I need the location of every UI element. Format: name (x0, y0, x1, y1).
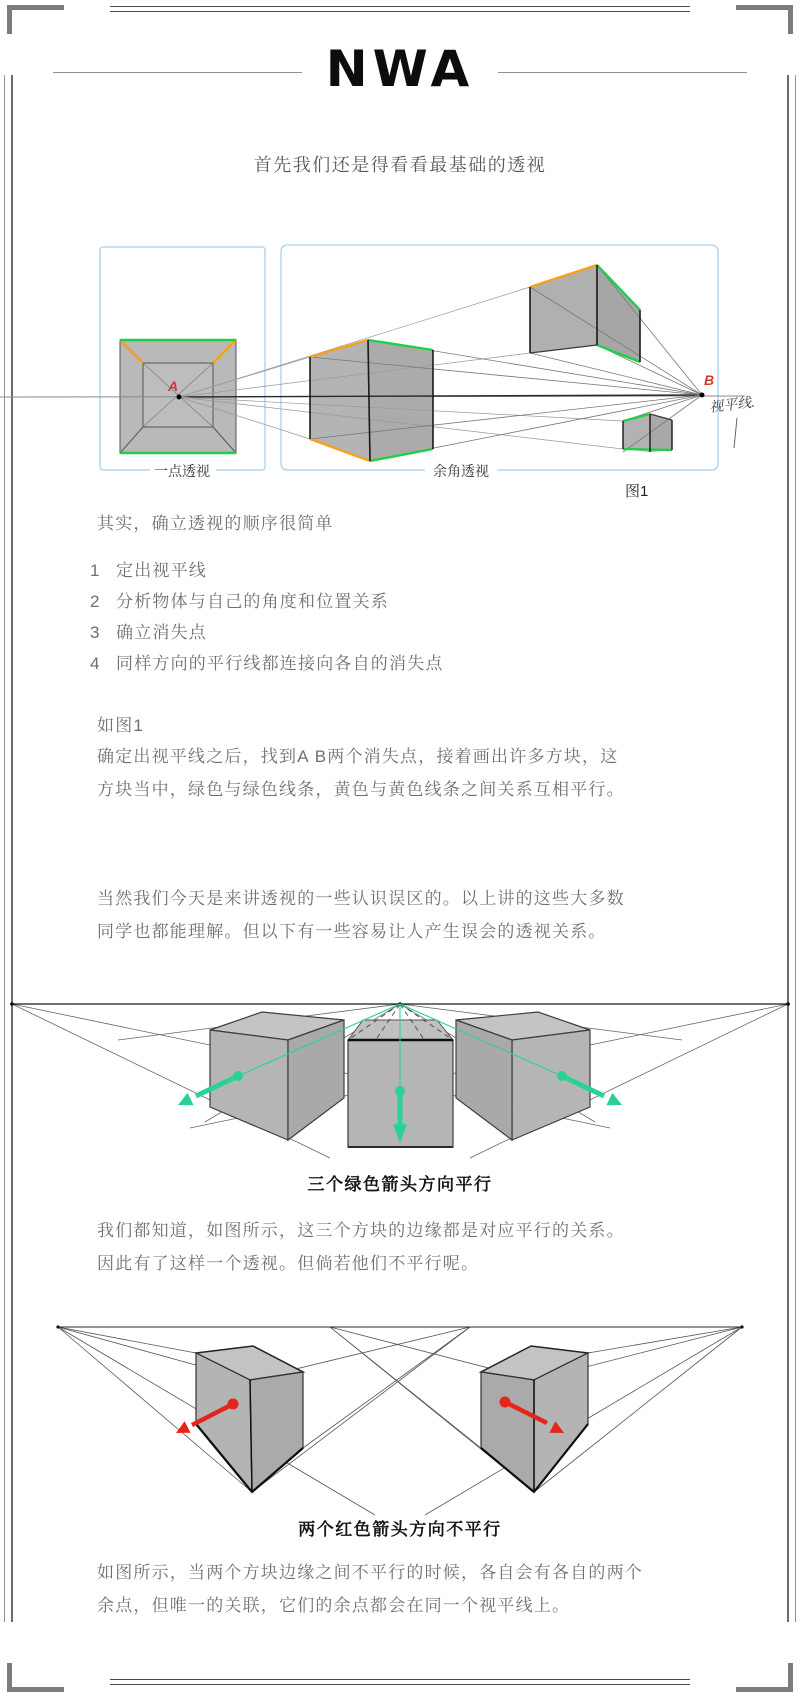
corner-bracket-top-right-v (788, 5, 793, 34)
paragraph-intro: 其实，确立透视的顺序很简单 (97, 514, 334, 533)
corner-bracket-bottom-left-v (7, 1663, 12, 1692)
page-title: 首先我们还是得看看最基础的透视 (253, 155, 547, 175)
step-4-text: 同样方向的平行线都连接向各自的消失点 (116, 654, 444, 673)
figure1-mid-cube (310, 340, 433, 461)
figure1-perspective-basics (0, 230, 800, 505)
step-1-number: 1 (90, 561, 100, 580)
paragraph-6: 因此有了这样一个透视。但倘若他们不平行呢。 (97, 1254, 480, 1273)
step-2-number: 2 (90, 592, 100, 611)
step-1 (90, 556, 207, 581)
paragraph-8: 余点，但唯一的关联，它们的余点都会在同一个视平线上。 (97, 1596, 571, 1615)
figure3-nonparallel-cubes (0, 1290, 800, 1535)
green-arrowhead-left (178, 1093, 194, 1106)
figure3-caption: 两个红色箭头方向不平行 (298, 1520, 502, 1539)
figure2-parallel-cubes (0, 990, 800, 1160)
step-3 (90, 618, 207, 643)
figure2-caption: 三个绿色箭头方向平行 (307, 1175, 493, 1194)
corner-bracket-bottom-right-v (788, 1663, 793, 1692)
paragraph-7: 如图所示，当两个方块边缘之间不平行的时候，各自会有各自的两个 (97, 1563, 643, 1582)
paragraph-4: 同学也都能理解。但以下有一些容易让人产生误会的透视关系。 (97, 922, 607, 941)
corner-bracket-top-left-v (7, 5, 12, 34)
figure1-upper-cube (530, 265, 640, 362)
corner-bracket-bottom-right (736, 1687, 793, 1692)
frame-top-line-2 (110, 11, 690, 12)
red-arrowhead-left (176, 1421, 191, 1433)
step-4 (90, 649, 444, 674)
step-3-text: 确立消失点 (116, 623, 207, 642)
paragraph-5: 我们都知道，如图所示，这三个方块的边缘都是对应平行的关系。 (97, 1221, 625, 1240)
paragraph-1: 确定出视平线之后，找到A B两个消失点，接着画出许多方块，这 (97, 747, 619, 766)
corner-bracket-bottom-left (7, 1687, 64, 1692)
label-one-point: 一点透视 (154, 463, 210, 479)
corner-bracket-top-left (7, 5, 64, 10)
point-a-label: A (168, 378, 179, 394)
figure2-left-cube (210, 1012, 344, 1140)
svg-text:视平线.: 视平线. (708, 393, 756, 415)
step-2 (90, 587, 389, 612)
label-two-point: 余角透视 (433, 463, 489, 479)
point-b-label: B (704, 372, 715, 388)
step-2-text: 分析物体与自己的角度和位置关系 (116, 592, 389, 611)
step-1-text: 定出视平线 (116, 561, 207, 580)
figure3-construction-lines (58, 1327, 742, 1515)
step-4-number: 4 (90, 654, 100, 673)
brand-logo: NWA (325, 40, 475, 98)
step-3-number: 3 (90, 623, 100, 642)
paragraph-2: 方块当中，绿色与绿色线条，黄色与黄色线条之间关系互相平行。 (97, 780, 625, 799)
paragraph-3: 当然我们今天是来讲透视的一些认识误区的。以上讲的这些大多数 (97, 889, 625, 908)
frame-top-line-1 (110, 6, 690, 7)
figure1-number: 图1 (625, 483, 649, 500)
frame-bottom-line-1 (110, 1679, 690, 1680)
figure2-right-cube (456, 1012, 590, 1140)
figure3-left-cube (196, 1346, 303, 1492)
vanishing-point-a (177, 395, 182, 400)
horizon-note (708, 394, 755, 448)
paragraph-ref: 如图1 (97, 716, 145, 735)
frame-bottom-line-2 (110, 1684, 690, 1685)
corner-bracket-top-right (736, 5, 793, 10)
vanishing-point-b (700, 393, 705, 398)
green-arrowhead-right (606, 1093, 622, 1106)
